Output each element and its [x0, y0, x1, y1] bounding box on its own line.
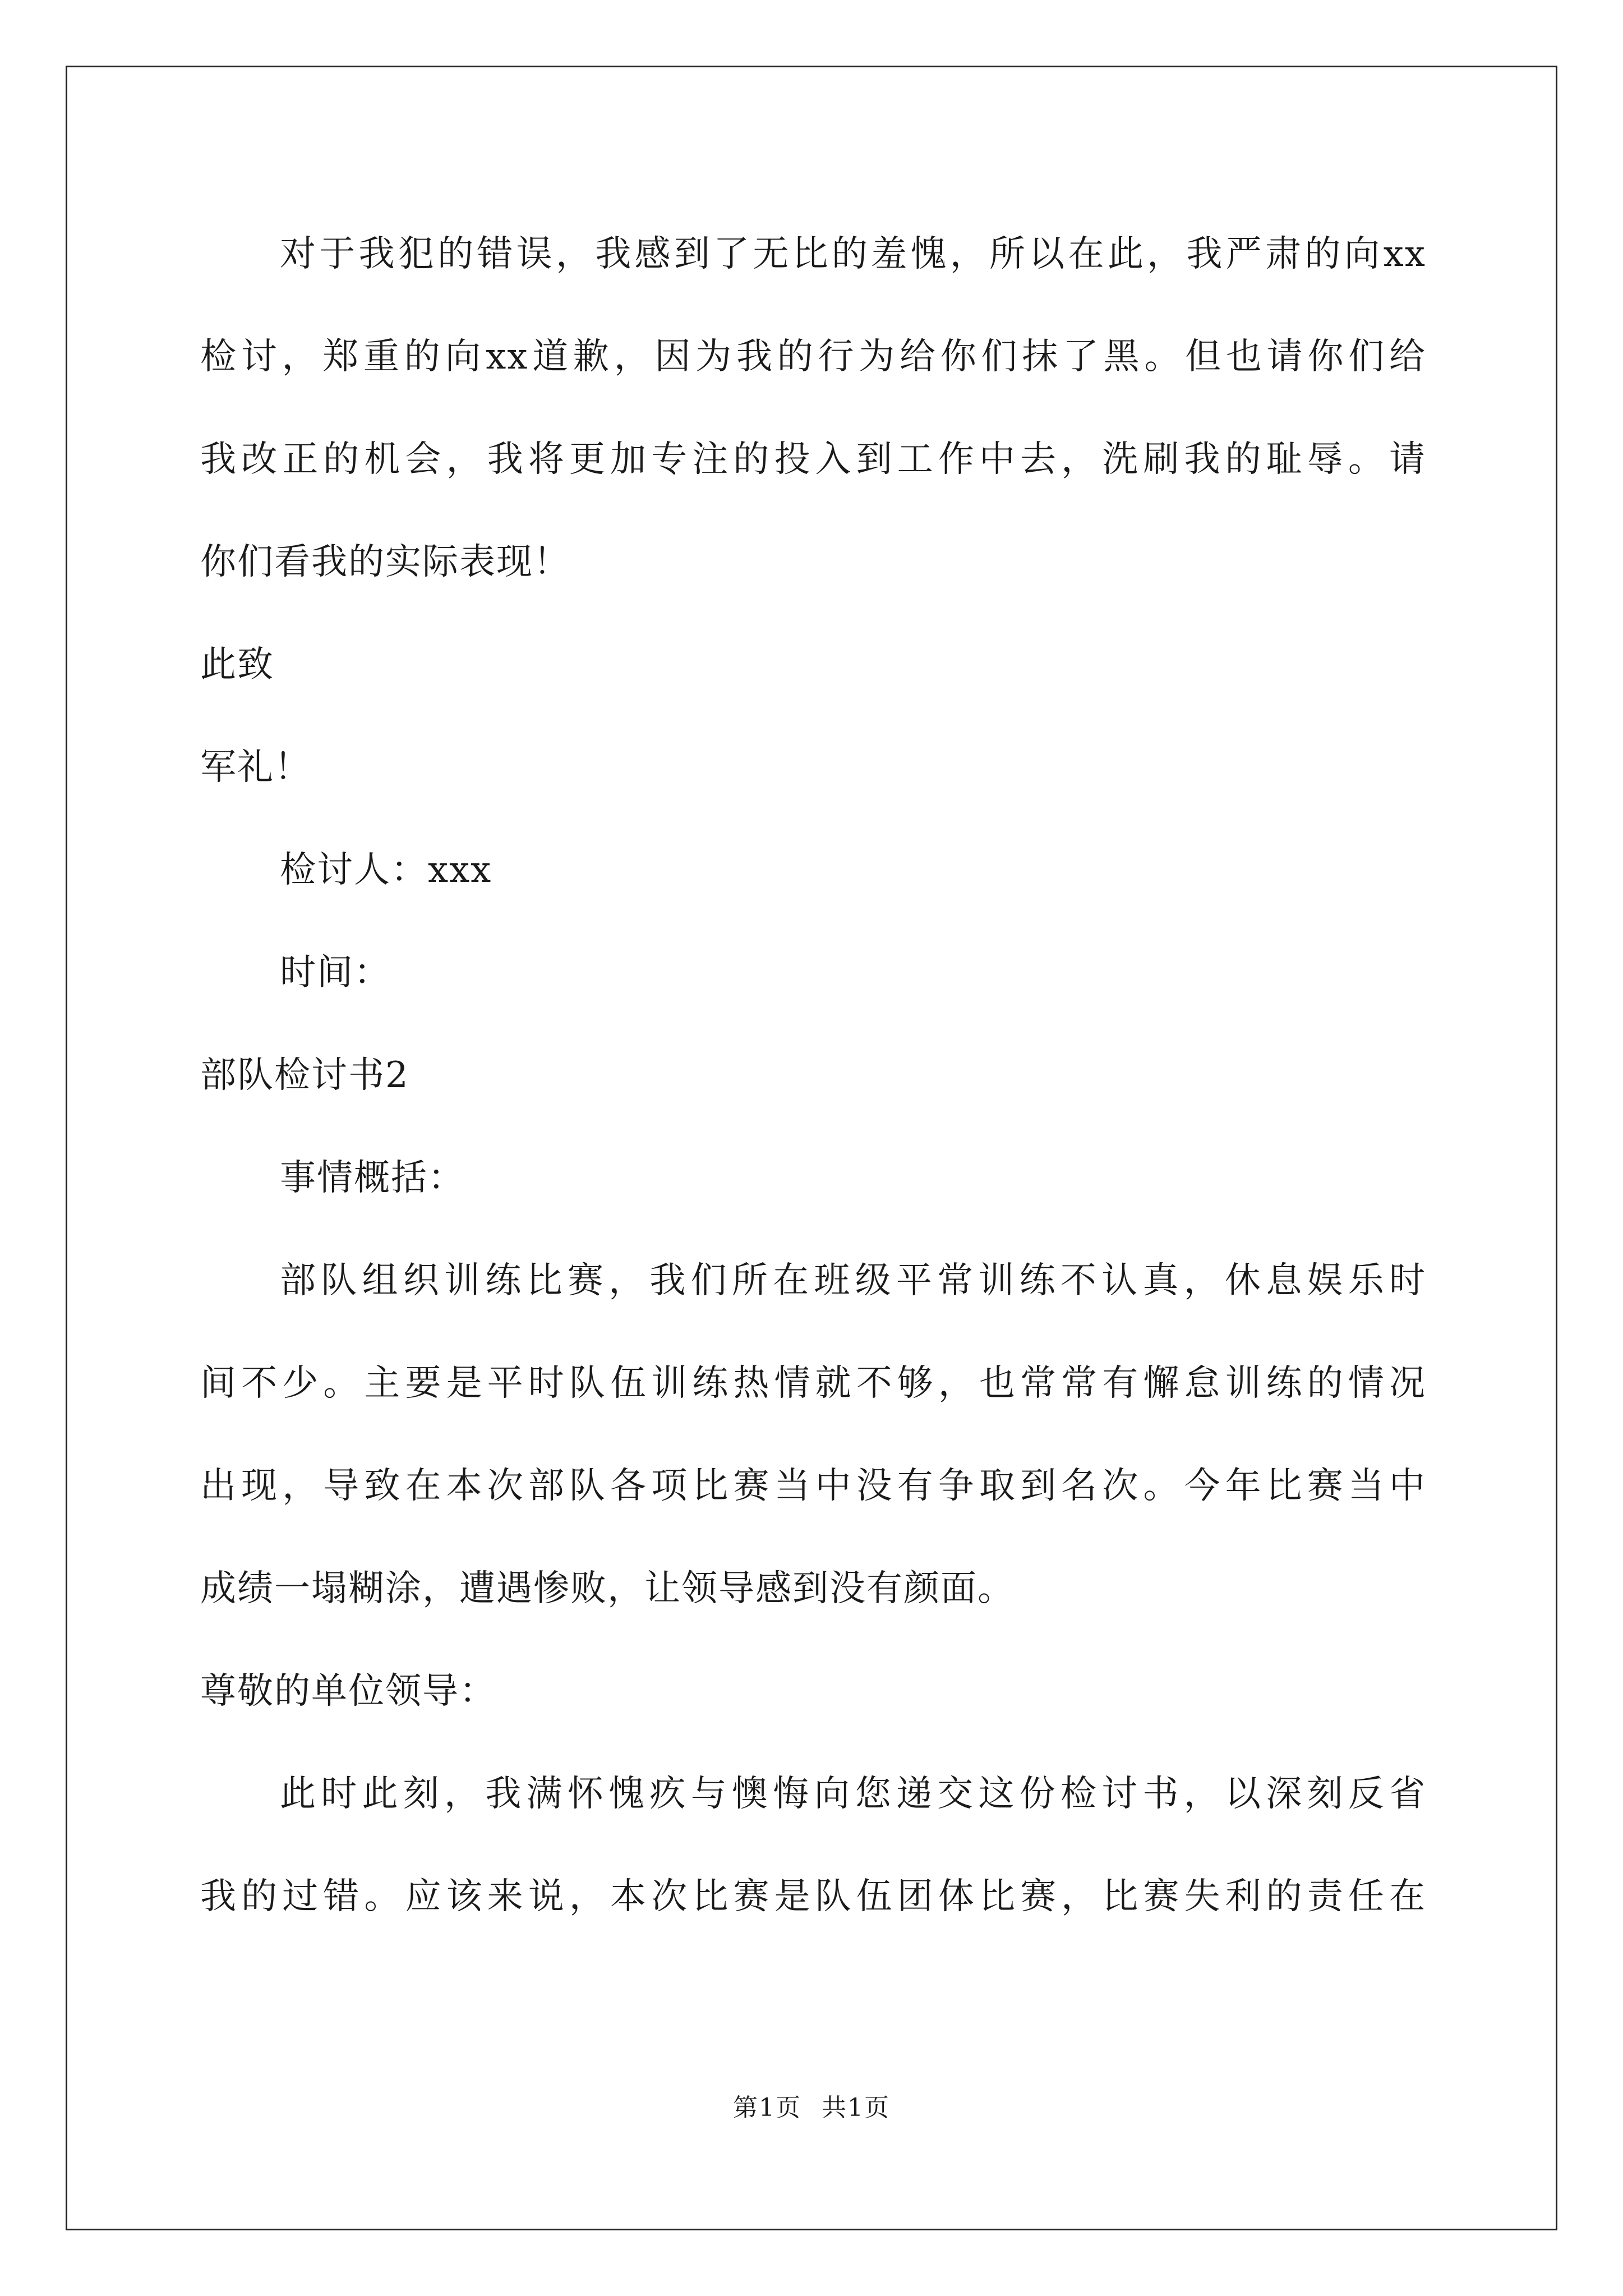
text-line: 出现，导致在本次部队各项比赛当中没有争取到名次。今年比赛当中 — [200, 1465, 1426, 1507]
text-line: 对于我犯的错误，我感到了无比的羞愧，所以在此，我严肃的向xx — [280, 233, 1426, 275]
page-number: 第1页 — [733, 2093, 801, 2122]
text-line: 事情概括： — [280, 1157, 465, 1199]
text-line: 时间： — [280, 952, 391, 993]
text-line: 你们看我的实际表现！ — [200, 541, 570, 583]
text-line: 军礼！ — [200, 747, 311, 788]
text-line: 此致 — [200, 644, 274, 685]
text-line: 我的过错。应该来说，本次比赛是队伍团体比赛，比赛失利的责任在 — [200, 1876, 1426, 1917]
text-line: 我改正的机会，我将更加专注的投入到工作中去，洗刷我的耻辱。请 — [200, 439, 1426, 480]
text-line: 成绩一塌糊涂，遭遇惨败，让领导感到没有颜面。 — [200, 1568, 1015, 1609]
text-line: 检讨，郑重的向xx道歉，因为我的行为给你们抹了黑。但也请你们给 — [200, 336, 1426, 378]
text-line: 部队组织训练比赛，我们所在班级平常训练不认真，休息娱乐时 — [280, 1260, 1426, 1301]
text-line: 此时此刻，我满怀愧疚与懊悔向您递交这份检讨书，以深刻反省 — [280, 1773, 1426, 1815]
text-line: 尊敬的单位领导： — [200, 1671, 496, 1712]
text-line: 检讨人：xxx — [280, 849, 492, 891]
text-line: 部队检讨书2 — [200, 1055, 409, 1096]
page-total: 共1页 — [822, 2093, 890, 2122]
text-line: 间不少。主要是平时队伍训练热情就不够，也常常有懈怠训练的情况 — [200, 1363, 1426, 1404]
document-body — [200, 218, 1426, 1963]
page-footer — [0, 2091, 1623, 2125]
